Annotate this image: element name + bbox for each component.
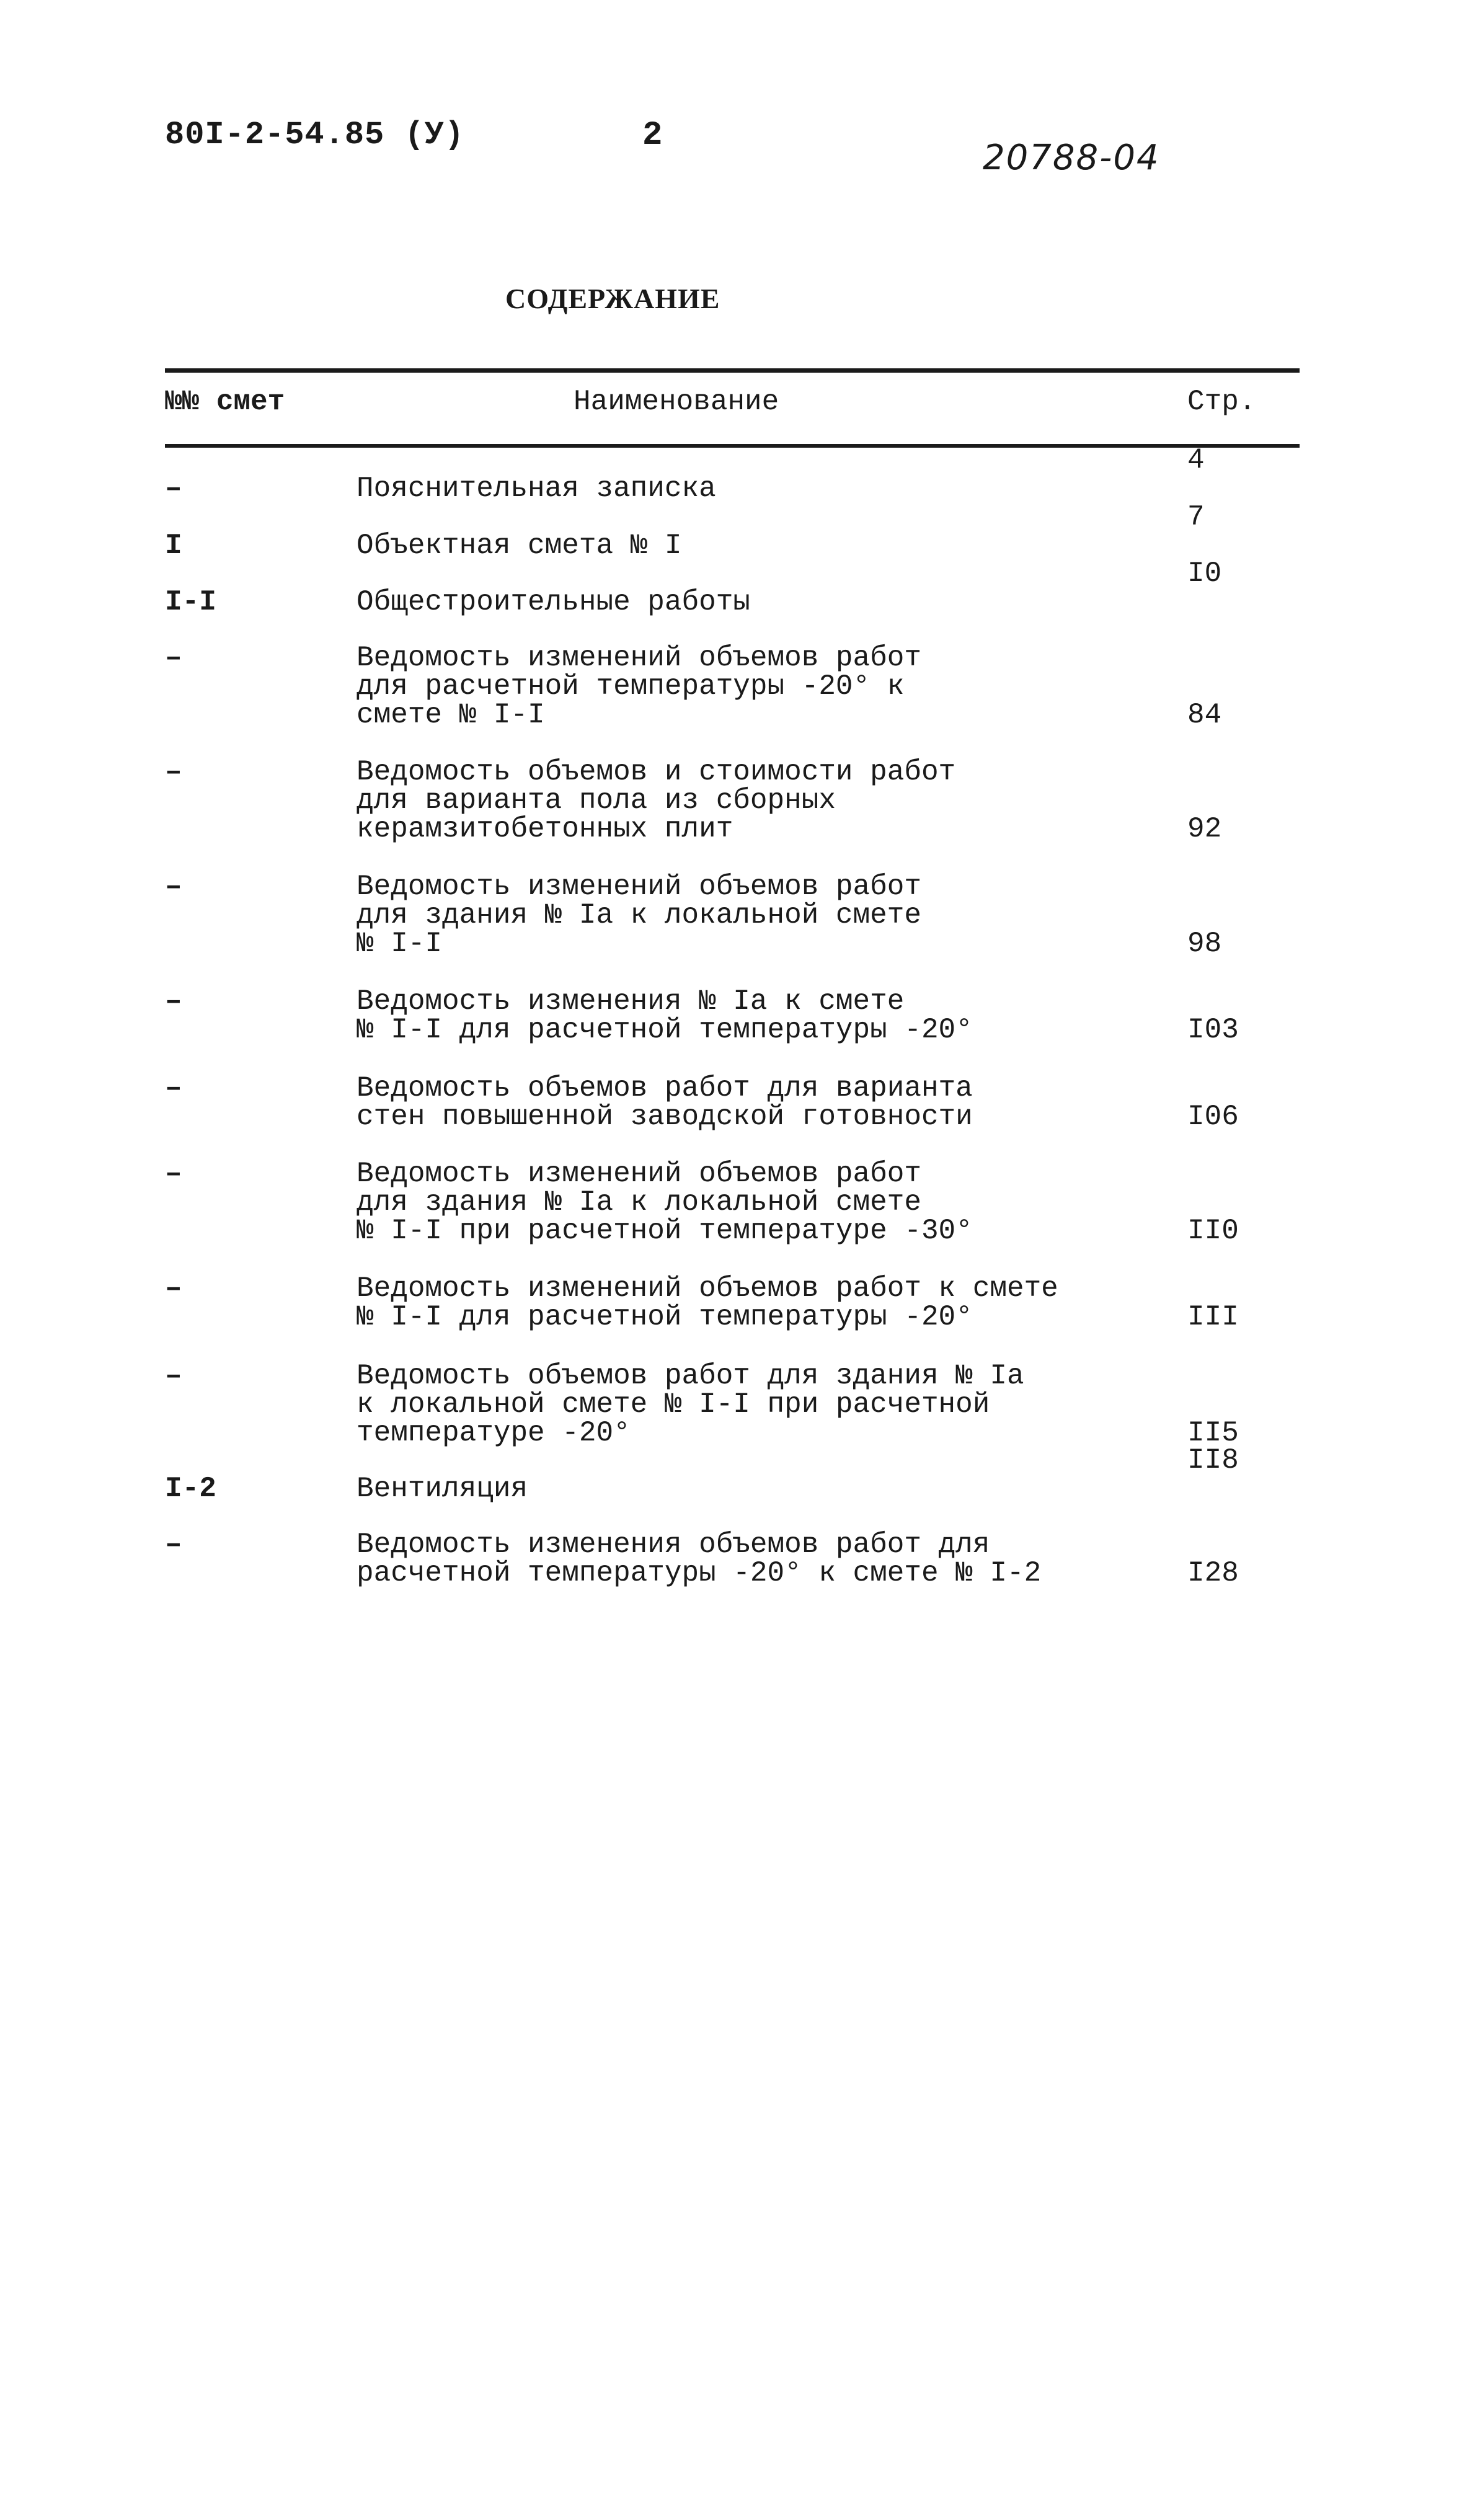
- toc-row-name: Ведомость объемов работ для варианта стен повышенной заводской готовности: [357, 1072, 973, 1133]
- toc-row-name: Ведомость изменений объемов работ к смете № I-I для расчетной температуры -20°: [357, 1272, 1058, 1333]
- toc-row-number: –: [165, 1360, 182, 1392]
- toc-row-page: I03: [1187, 1014, 1239, 1046]
- toc-row-number: –: [165, 1272, 182, 1305]
- toc-row: [0, 1530, 1480, 1587]
- toc-row-number: I-2: [165, 1473, 216, 1505]
- toc-row-page: 4: [1187, 444, 1205, 476]
- toc-row-name: Ведомость изменения объемов работ для расчетной температуры -20° к смете № I-2: [357, 1528, 1042, 1589]
- toc-row-page: 92: [1187, 813, 1222, 845]
- column-header-name: Наименование: [574, 386, 779, 418]
- toc-title: СОДЕРЖАНИЕ: [505, 283, 720, 314]
- toc-row-number: –: [165, 985, 182, 1018]
- toc-row-page: II0: [1187, 1215, 1239, 1247]
- table-header-rule: [165, 444, 1300, 448]
- toc-row-number: –: [165, 1072, 182, 1104]
- toc-row-name: Ведомость изменений объемов работ для здания № Iа к локальной смете № I-I при расчетной температуре -30°: [357, 1158, 973, 1247]
- toc-row-number: –: [165, 1158, 182, 1190]
- toc-row-name: Ведомость изменений объемов работ для расчетной температуры -20° к смете № I-I: [357, 642, 921, 731]
- toc-row-name: Ведомость изменений объемов работ для здания № Iа к локальной смете № I-I: [357, 871, 921, 960]
- toc-row-page: II5: [1187, 1417, 1239, 1449]
- column-header-estimate-number: №№ смет: [165, 386, 285, 418]
- toc-row-number: –: [165, 642, 182, 674]
- toc-row: [0, 644, 1480, 729]
- toc-row-page: I06: [1187, 1101, 1239, 1133]
- inventory-number: 20788-04: [983, 138, 1160, 178]
- toc-row: [0, 1160, 1480, 1245]
- toc-row-page: 7: [1187, 501, 1205, 533]
- toc-row: [0, 1274, 1480, 1331]
- toc-row: [0, 758, 1480, 843]
- toc-row-page: I0: [1187, 557, 1222, 590]
- toc-row-name: Вентиляция: [357, 1473, 528, 1505]
- toc-row: [0, 1362, 1480, 1447]
- toc-row-name: Общестроительные работы: [357, 586, 750, 618]
- toc-row-name: Пояснительная записка: [357, 472, 716, 505]
- toc-row-number: I-I: [165, 586, 216, 618]
- toc-row-number: I: [165, 530, 182, 562]
- toc-row-name: Объектная смета № I: [357, 530, 682, 562]
- toc-row-page: 98: [1187, 928, 1222, 960]
- toc-row-page: III: [1187, 1301, 1239, 1333]
- toc-row-page: II8: [1187, 1444, 1239, 1476]
- toc-row-page: I28: [1187, 1557, 1239, 1589]
- toc-row-number: –: [165, 472, 182, 505]
- toc-row-name: Ведомость объемов и стоимости работ для варианта пола из сборных керамзитобетонных плит: [357, 756, 956, 845]
- toc-row-name: Ведомость объемов работ для здания № Iа к локальной смете № I-I при расчетной температуре -20°: [357, 1360, 1024, 1449]
- page-number: 2: [642, 117, 663, 154]
- table-top-rule: [165, 368, 1300, 373]
- column-header-page: Стр.: [1187, 386, 1256, 418]
- toc-row-name: Ведомость изменения № Iа к смете № I-I для расчетной температуры -20°: [357, 985, 973, 1046]
- toc-row-number: –: [165, 1528, 182, 1561]
- toc-row-number: –: [165, 756, 182, 788]
- toc-row: [0, 1074, 1480, 1131]
- toc-row-page: 84: [1187, 699, 1222, 731]
- toc-row: [0, 987, 1480, 1044]
- toc-row: [0, 872, 1480, 958]
- document-code: 80I-2-54.85 (У): [165, 117, 465, 153]
- toc-row-number: –: [165, 871, 182, 903]
